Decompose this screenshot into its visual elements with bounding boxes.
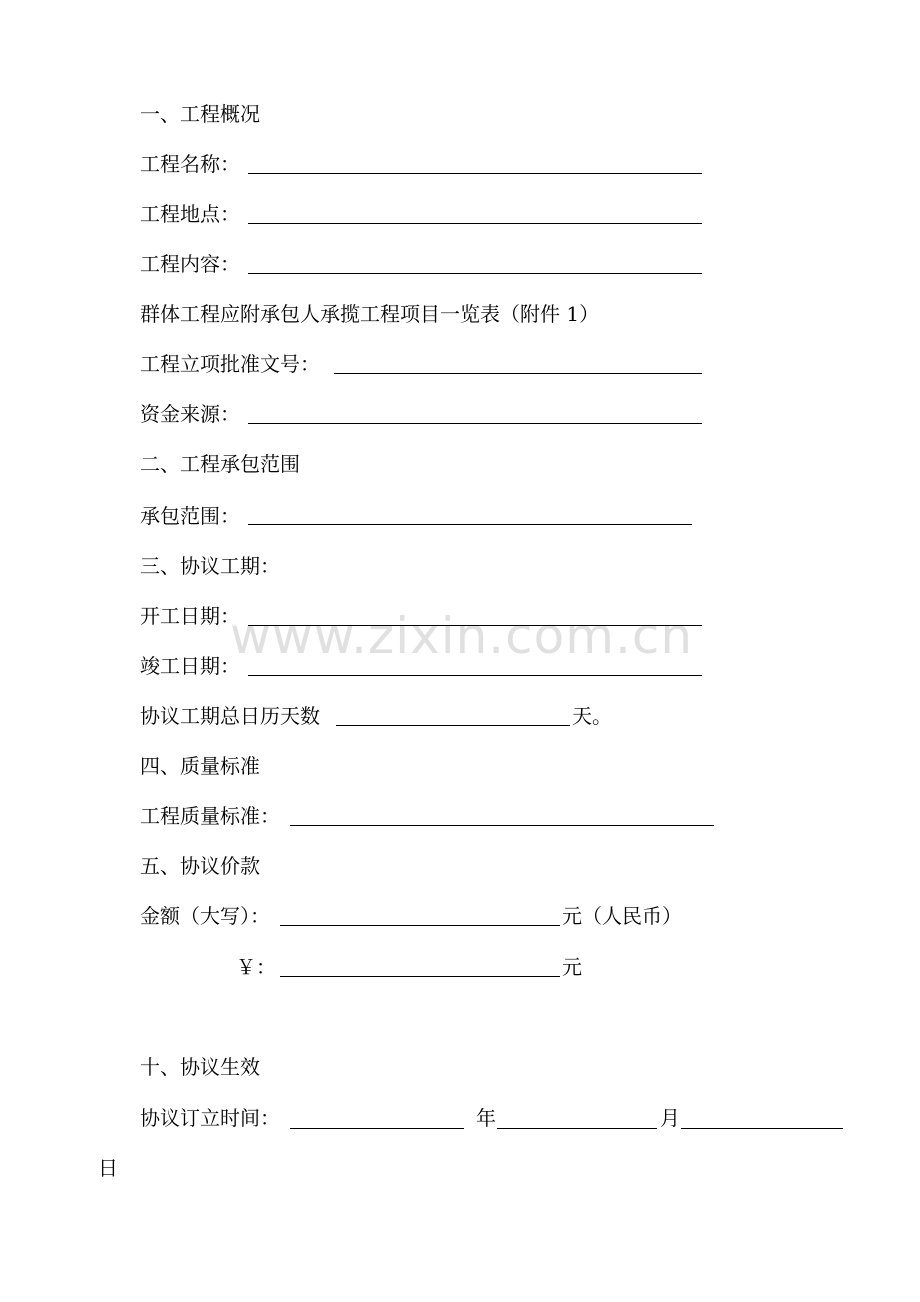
month-label: 月 <box>660 1106 680 1130</box>
start-date-label: 开工日期： <box>140 604 240 628</box>
section-heading-overview: 一、工程概况 <box>140 102 260 126</box>
total-days-unit: 天。 <box>572 704 612 728</box>
contract-scope-blank[interactable] <box>248 524 692 525</box>
year-label: 年 <box>476 1106 496 1130</box>
group-project-note: 群体工程应附承包人承揽工程项目一览表（附件 1） <box>140 302 600 326</box>
approval-number-blank[interactable] <box>334 373 702 374</box>
signing-year-blank[interactable] <box>290 1128 464 1129</box>
section-heading-duration: 三、协议工期： <box>140 554 280 578</box>
section-heading-scope: 二、工程承包范围 <box>140 452 300 476</box>
signing-day-blank[interactable] <box>681 1128 843 1129</box>
start-date-blank[interactable] <box>248 625 702 626</box>
amount-figures-blank[interactable] <box>280 976 560 977</box>
quality-standard-label: 工程质量标准： <box>140 804 280 828</box>
total-days-label: 协议工期总日历天数 <box>140 704 320 728</box>
amount-words-unit: 元（人民币） <box>562 904 682 928</box>
project-content-label: 工程内容： <box>140 252 240 276</box>
signing-month-blank[interactable] <box>497 1128 657 1129</box>
amount-figures-label: ￥： <box>236 955 276 979</box>
section-heading-price: 五、协议价款 <box>140 854 260 878</box>
funding-source-label: 资金来源： <box>140 402 240 426</box>
signing-time-label: 协议订立时间： <box>140 1106 280 1130</box>
funding-source-blank[interactable] <box>248 423 702 424</box>
day-label: 日 <box>98 1156 118 1180</box>
amount-figures-unit: 元 <box>562 955 582 979</box>
project-content-blank[interactable] <box>248 273 702 274</box>
project-location-blank[interactable] <box>248 223 702 224</box>
section-heading-quality: 四、质量标准 <box>140 754 260 778</box>
project-location-label: 工程地点： <box>140 202 240 226</box>
completion-date-label: 竣工日期： <box>140 654 240 678</box>
contract-scope-label: 承包范围： <box>140 504 240 528</box>
total-days-blank[interactable] <box>336 725 570 726</box>
amount-words-blank[interactable] <box>280 925 560 926</box>
watermark: www.zixin.com.cn <box>230 607 694 665</box>
project-name-label: 工程名称： <box>140 152 240 176</box>
approval-number-label: 工程立项批准文号： <box>140 352 320 376</box>
section-heading-effective: 十、协议生效 <box>140 1055 260 1079</box>
quality-standard-blank[interactable] <box>290 825 714 826</box>
project-name-blank[interactable] <box>248 173 702 174</box>
completion-date-blank[interactable] <box>248 675 702 676</box>
amount-words-label: 金额（大写）： <box>140 904 270 928</box>
